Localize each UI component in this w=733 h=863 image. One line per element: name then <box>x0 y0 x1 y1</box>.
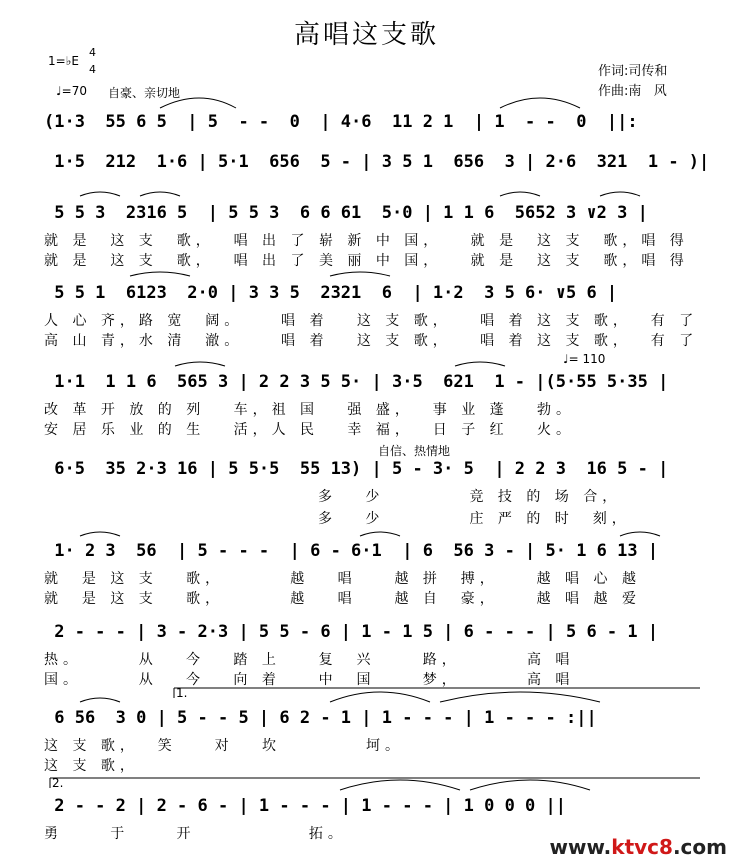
slur-mark <box>80 532 120 536</box>
slur-mark <box>620 532 660 536</box>
lyric-verse-1: 就 是 这 支 歌， 越 唱 越 拼 搏， 越 唱 心 越 <box>44 571 641 587</box>
lyric-verse-1: 人 心 齐，路 宽 阔。 唱 着 这 支 歌， 唱 着 这 支 歌， 有 了 <box>44 313 699 329</box>
lyric-verse-2: 这 支 歌， <box>44 758 139 774</box>
lyric-verse-2: 国。 从 今 向 着 中 国 梦， 高 唱 <box>44 672 575 688</box>
slur-mark <box>130 272 190 276</box>
lyric-verse-2: 高 山 青，水 清 澈。 唱 着 这 支 歌， 唱 着 这 支 歌， 有 了 <box>44 333 699 349</box>
time-signature-top: 4 <box>89 46 96 59</box>
notation-line: 5 5 1 6123 2·0 | 3 3 5 2321 6 | 1·2 3 5 6· ∨5 6 | <box>44 283 618 303</box>
lyric-verse-2: 就 是 这 支 歌， 唱 出 了 美 丽 中 国， 就 是 这 支 歌，唱 得 <box>44 253 689 269</box>
slur-mark <box>500 192 540 196</box>
lyric-verse-1: 改 革 开 放 的 列 车，祖 国 强 盛， 事 业 蓬 勃。 <box>44 402 576 418</box>
notation-line: 6 56 3 0 | 5 - - 5 | 6 2 - 1 | 1 - - - | 1 - - - :|| <box>44 708 597 728</box>
notation-line: 2 - - - | 3 - 2·3 | 5 5 - 6 | 1 - 1 5 | 6 - - - | 5 6 - 1 | <box>44 622 659 642</box>
lyric-verse-1: 这 支 歌， 笑 对 坎 坷。 <box>44 738 405 754</box>
slur-mark <box>440 692 600 702</box>
lyric-verse-1: 勇 于 开 拓。 <box>44 826 347 842</box>
slur-mark <box>80 192 120 196</box>
lyric-verse-2: 就 是 这 支 歌， 越 唱 越 自 豪， 越 唱 越 爱 <box>44 591 641 607</box>
slur-mark <box>600 192 640 196</box>
notation-line: (1·3 55 6 5 | 5 - - 0 | 4·6 11 2 1 | 1 - - 0 ||: <box>44 112 638 132</box>
lyric-verse-2: 多 少 庄 严 的 时 刻， <box>44 511 631 527</box>
slur-mark <box>330 692 430 702</box>
expression-change-marking: 自信、热情地 <box>378 444 451 458</box>
volta-first-ending: 1. <box>176 686 188 700</box>
site-watermark: www.ktvc8.com <box>549 835 727 859</box>
slur-mark <box>80 698 120 702</box>
song-title: 高唱这支歌 <box>293 20 439 50</box>
tempo-change-marking: ♩= 110 <box>563 352 606 366</box>
key-signature: 1=♭E <box>48 54 79 68</box>
time-signature-bottom: 4 <box>89 63 96 76</box>
notation-line: 6·5 35 2·3 16 | 5 5·5 55 13) | 5 - 3· 5 | 2 2 3 16 5 - | <box>44 459 669 479</box>
lyric-verse-1: 就 是 这 支 歌， 唱 出 了 崭 新 中 国， 就 是 这 支 歌，唱 得 <box>44 233 689 249</box>
slur-mark <box>500 98 580 108</box>
slur-mark <box>455 362 505 366</box>
slur-mark <box>140 192 180 196</box>
notation-line: 5 5 3 2316 5 | 5 5 3 6 6 61 5·0 | 1 1 6 5652 3 ∨2 3 | <box>44 203 648 223</box>
volta-second-ending: 2. <box>52 776 64 790</box>
notation-line: 1·1 1 1 6 565 3 | 2 2 3 5 5· | 3·5 621 1 - |(5·55 5·35 | <box>44 372 669 392</box>
lyric-verse-1: 多 少 竞 技 的 场 合， <box>44 489 622 505</box>
slur-mark <box>360 532 400 536</box>
lyric-verse-1: 热。 从 今 踏 上 复 兴 路， 高 唱 <box>44 652 575 668</box>
lyric-verse-2: 安 居 乐 业 的 生 活，人 民 幸 福， 日 子 红 火。 <box>44 422 576 438</box>
notation-line: 1·5 212 1·6 | 5·1 656 5 - | 3 5 1 656 3 | 2·6 321 1 - )| <box>44 152 710 172</box>
slur-mark <box>470 780 590 790</box>
tempo-marking: ♩=70 <box>56 84 87 98</box>
volta-bracket-1 <box>174 688 700 698</box>
expression-marking: 自豪、亲切地 <box>108 86 181 100</box>
notation-line: 1· 2 3 56 | 5 - - - | 6 - 6·1 | 6 56 3 - | 5· 1 6 13 | <box>44 541 659 561</box>
volta-bracket-2 <box>50 778 700 788</box>
slur-mark <box>330 272 390 276</box>
slur-mark <box>340 780 460 790</box>
slur-mark <box>175 362 225 366</box>
composer-credit: 作曲:南 风 <box>598 84 667 99</box>
lyricist-credit: 作词:司传和 <box>598 64 668 79</box>
notation-line: 2 - - 2 | 2 - 6 - | 1 - - - | 1 - - - | 1 0 0 0 || <box>44 796 566 816</box>
